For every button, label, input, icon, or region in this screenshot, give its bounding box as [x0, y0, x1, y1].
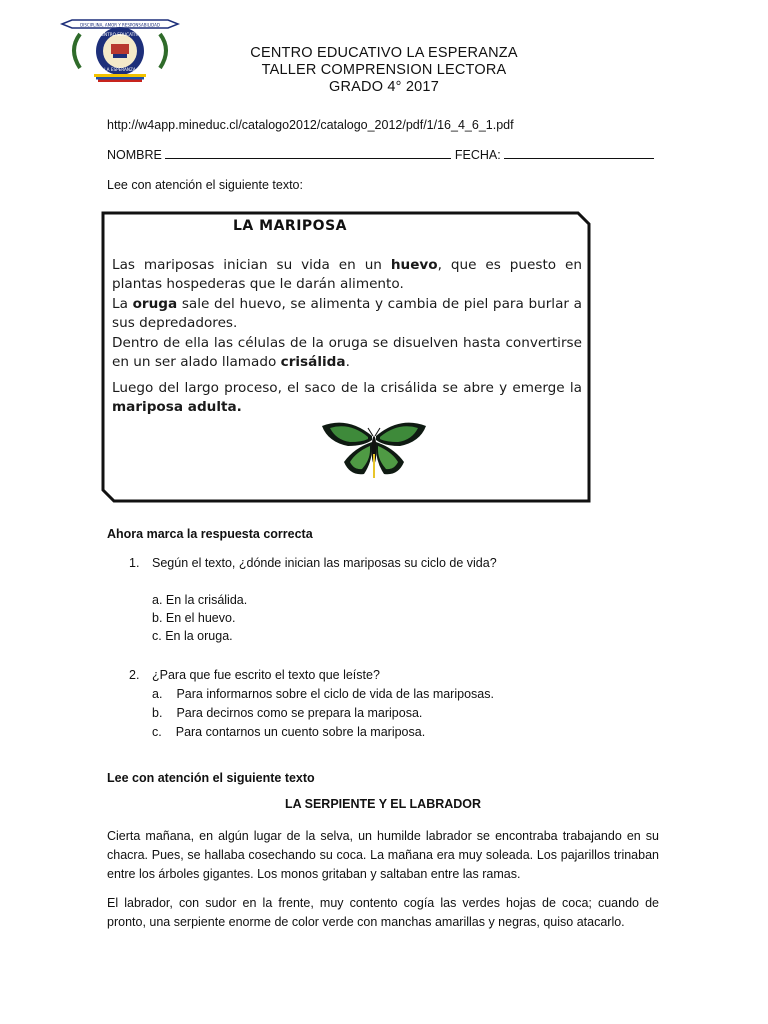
- question-1-option-a[interactable]: a. En la crisálida.: [152, 593, 248, 607]
- grade-year: GRADO 4° 2017: [329, 79, 439, 95]
- workshop-title: TALLER COMPRENSION LECTORA: [261, 62, 507, 78]
- question-2-text: ¿Para que fue escrito el texto que leíste?: [152, 668, 380, 682]
- logo-ribbon-text: DISCIPLINA, AMOR Y RESPONSABILIDAD: [80, 22, 160, 28]
- reading-paragraph: Dentro de ella las células de la oruga se disuelven hasta convertirse en un ser alado llamado crisálida.: [112, 335, 582, 370]
- reading-body: [112, 256, 582, 418]
- question-2-option-c[interactable]: c. Para contarnos un cuento sobre la mariposa.: [152, 725, 426, 739]
- question-2-number: 2.: [129, 668, 140, 682]
- story-title: LA SERPIENTE Y EL LABRADOR: [284, 797, 482, 811]
- source-url: http://w4app.mineduc.cl/catalogo2012/catalogo_2012/pdf/1/16_4_6_1.pdf: [107, 118, 514, 132]
- document-header: [150, 45, 618, 96]
- logo-ring-top: CENTRO EDUCATIVO: [98, 32, 142, 37]
- reading-paragraph: La oruga sale del huevo, se alimenta y cambia de piel para burlar a sus depredadores.: [112, 296, 582, 331]
- name-label: NOMBRE: [107, 148, 162, 162]
- school-name: CENTRO EDUCATIVO LA ESPERANZA: [250, 45, 518, 61]
- date-label: FECHA:: [454, 148, 501, 162]
- instruction-read-text-2: Lee con atención el siguiente texto: [107, 771, 315, 785]
- question-1-text: Según el texto, ¿dónde inician las mariposas su ciclo de vida?: [152, 556, 497, 570]
- story-paragraph-2: El labrador, con sudor en la frente, muy contento cogía las verdes hojas de coca; cuando de pronto, una serpiente enorme de color verde con manchas amarillas y negras, quiso atacarlo.: [107, 896, 659, 929]
- logo-ring-bottom: LA ESPERANZA: [104, 67, 136, 72]
- question-2-option-a[interactable]: a. Para informarnos sobre el ciclo de vida de las mariposas.: [152, 687, 494, 701]
- reading-paragraph: Las mariposas inician su vida en un huevo, que es puesto en plantas hospederas que le darán alimento.: [112, 257, 582, 292]
- butterfly-icon: [318, 414, 430, 482]
- reading-box: [100, 210, 592, 504]
- instruction-read-text: Lee con atención el siguiente texto:: [107, 178, 303, 192]
- reading-title: LA MARIPOSA: [233, 218, 347, 234]
- question-1-option-b[interactable]: b. En el huevo.: [152, 611, 236, 625]
- name-date-line: [107, 146, 654, 164]
- question-1-number: 1.: [129, 556, 140, 570]
- story-paragraph-1: Cierta mañana, en algún lugar de la selva, un humilde labrador se encontraba trabajando en su chacra. Pues, se hallaba cosechando su coca. La mañana era muy soleada. Los pajarillos trinaban entre los árboles gigantes. Los monos gritaban y saltaban entre las ramas.: [107, 829, 659, 881]
- question-1-option-c[interactable]: c. En la oruga.: [152, 629, 233, 643]
- question-2-option-b[interactable]: b. Para decirnos como se prepara la mariposa.: [152, 706, 423, 720]
- reading-paragraph: Luego del largo proceso, el saco de la crisálida se abre y emerge la mariposa adulta.: [112, 380, 582, 415]
- instruction-mark-answer: Ahora marca la respuesta correcta: [107, 527, 313, 541]
- date-field[interactable]: [504, 146, 654, 159]
- name-field[interactable]: [165, 146, 451, 159]
